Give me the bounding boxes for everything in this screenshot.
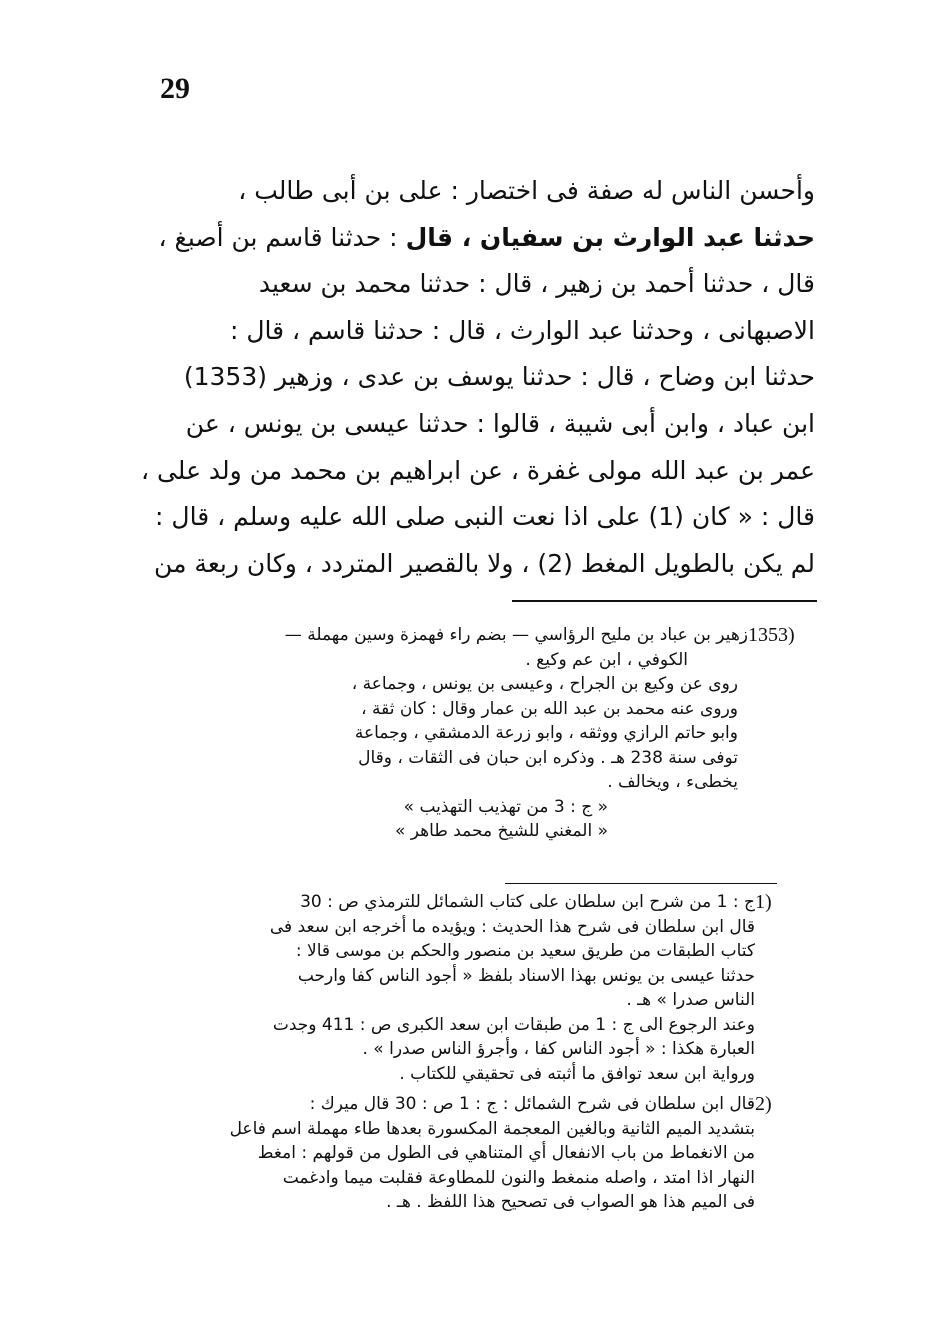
main-text-line-rest: : حدثنا قاسم بن أصبغ ،	[158, 222, 406, 252]
biography-separator-rule	[512, 600, 817, 602]
main-text-line: لم يكن بالطويل المغط (2) ، ولا بالقصير المتردد ، وكان ربعة من	[154, 548, 815, 578]
footnote-line: قال ابن سلطان فى شرح هذا الحديث : ويؤيده ما أخرجه ابن سعد فى	[269, 916, 755, 937]
footnote-line: من الانغماط من باب الانفعال أي المتناهي فى الطول من قولهم : امغط	[257, 1143, 755, 1163]
footnote-line: وعند الرجوع الى ج : 1 من طبقات ابن سعد الكبرى ص : 411 وجدت	[272, 1014, 755, 1035]
footnote-2	[135, 1092, 825, 1215]
main-text-line: قال ، حدثنا أحمد بن زهير ، قال : حدثنا محمد بن سعيد	[258, 269, 815, 299]
footnotes-separator-rule	[505, 883, 777, 884]
footnote-line: الناس صدرا » هـ .	[626, 990, 755, 1010]
main-text-line: حدثنا ابن وضاح ، قال : حدثنا يوسف بن عدى ، وزهير (1353)	[183, 362, 815, 392]
biography-note-line: وروى عنه محمد بن عبد الله بن عمار وقال : كان ثقة ،	[361, 698, 738, 719]
main-text-line: ابن عباد ، وابن أبى شيبة ، قالوا : حدثنا عيسى بن يونس ، عن	[185, 408, 815, 438]
footnote-line: قال ابن سلطان فى شرح الشمائل : ج : 1 ص : 30 قال ميرك :	[309, 1094, 755, 1114]
biography-note	[150, 623, 820, 844]
footnote-1-body	[135, 890, 755, 1086]
biography-note-line: روى عن وكيع بن الجراح ، وعيسى بن يونس ، وجماعة ،	[351, 674, 738, 694]
footnote-line: ج : 1 من شرح ابن سلطان على كتاب الشمائل للترمذي ص : 30	[300, 892, 755, 912]
biography-note-number: 1353)	[748, 624, 795, 646]
footnote-1-number: 1)	[755, 891, 772, 913]
footnote-1	[135, 890, 825, 1086]
footnote-line: بتشديد الميم الثانية وبالغين المعجمة المكسورة بعدها طاء مهملة اسم فاعل	[229, 1118, 755, 1139]
biography-note-line: زهير بن عباد بن مليح الرؤاسي — بضم راء فهمزة وسين مهملة —	[284, 625, 748, 645]
biography-note-line: « المغني للشيخ محمد طاهر »	[394, 821, 608, 841]
footnote-2-body	[135, 1092, 755, 1215]
footnote-line: حدثنا عيسى بن يونس بهذا الاسناد بلفظ « أجود الناس كفا وارحب	[297, 965, 755, 986]
footnote-line: فى الميم هذا هو الصواب فى تصحيح هذا اللفظ . هـ .	[386, 1192, 755, 1212]
main-text-bold-phrase: حدثنا عبد الوارث بن سفيان ، قال	[405, 222, 815, 252]
page-number: 29	[160, 72, 190, 105]
footnote-line: ورواية ابن سعد توافق ما أثبته فى تحقيقي للكتاب .	[399, 1063, 755, 1084]
main-text-line: قال : « كان (1) على اذا نعت النبى صلى الله عليه وسلم ، قال :	[155, 502, 815, 532]
main-text-line	[135, 215, 815, 262]
footnotes	[135, 890, 825, 1215]
biography-note-body	[150, 623, 748, 844]
footnote-line: النهار اذا امتد ، واصله منمغط والنون للمطاوعة فقلبت ميما وادغمت	[282, 1167, 755, 1188]
biography-note-line: يخطىء ، ويخالف .	[607, 772, 738, 792]
main-text-line: عمر بن عبد الله مولى غفرة ، عن ابراهيم بن محمد من ولد على ،	[140, 455, 815, 485]
main-text-line: الاصبهانى ، وحدثنا عبد الوارث ، قال : حدثنا قاسم ، قال :	[229, 315, 815, 345]
footnote-2-number: 2)	[755, 1093, 772, 1115]
main-text-line: وأحسن الناس له صفة فى اختصار : على بن أبى طالب ،	[238, 176, 815, 205]
biography-note-row	[150, 623, 820, 844]
biography-note-line: « ج : 3 من تهذيب التهذيب »	[403, 796, 608, 817]
main-text	[135, 168, 815, 587]
biography-note-line: وابو حاتم الرازي ووثقه ، وابو زرعة الدمشقي ، وجماعة	[354, 723, 738, 743]
biography-note-line: توفى سنة 238 هـ . وذكره ابن حبان فى الثقات ، وقال	[358, 747, 738, 768]
biography-note-line: الكوفي ، ابن عم وكيع .	[525, 649, 688, 670]
footnote-line: كتاب الطبقات من طريق سعيد بن منصور والحكم بن موسى قالا :	[295, 941, 755, 961]
footnote-line: العبارة هكذا : « أجود الناس كفا ، وأجرؤ الناس صدرا » .	[362, 1039, 755, 1059]
